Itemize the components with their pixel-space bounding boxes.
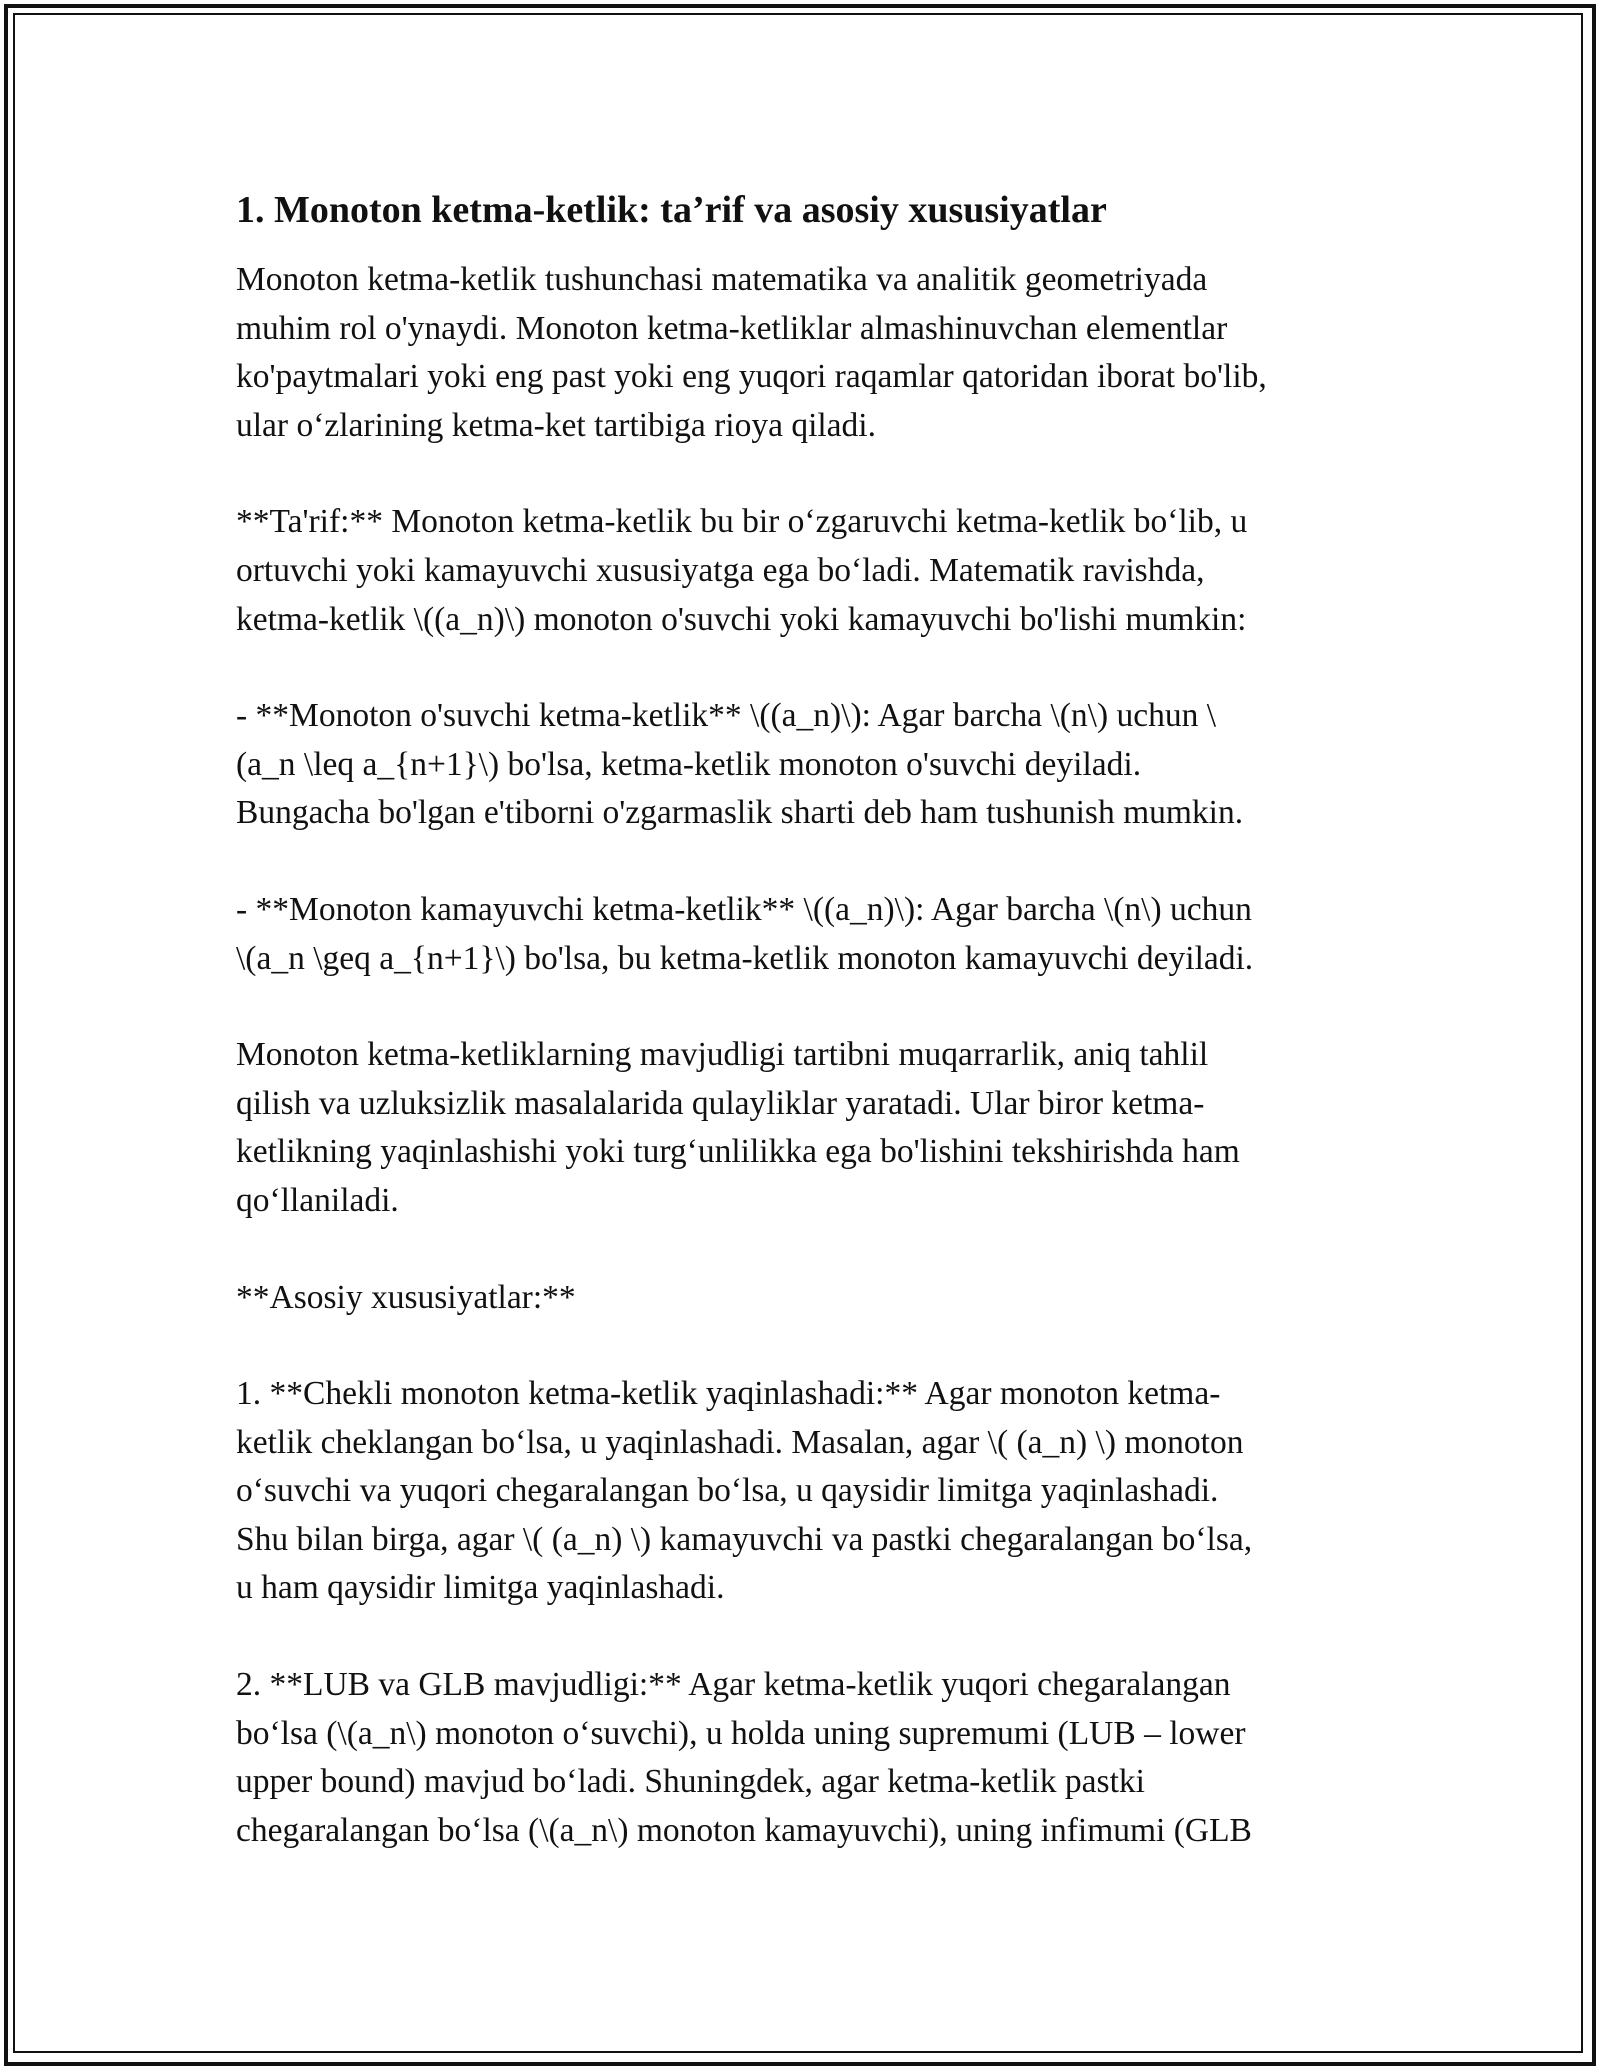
text-line: ko'paytmalari yoki eng past yoki eng yuqori raqamlar qatoridan iborat bo'lib,: [236, 358, 1267, 396]
paragraph-definition: [236, 498, 1366, 644]
text-line: **Asosiy xususiyatlar:**: [236, 1278, 576, 1316]
text-line: \(a_n \geq a_{n+1}\) bo'lsa, bu ketma-ketlik monoton kamayuvchi deyiladi.: [236, 939, 1254, 977]
text-line: ketlik cheklangan bo‘lsa, u yaqinlashadi. Masalan, agar \( (a_n) \) monoton: [236, 1423, 1244, 1461]
text-line: muhim rol o'ynaydi. Monoton ketma-ketliklar almashinuvchan elementlar: [236, 309, 1228, 347]
text-line: - **Monoton kamayuvchi ketma-ketlik** \((a_n)\): Agar barcha \(n\) uchun: [236, 890, 1252, 928]
paragraph-significance: [236, 1031, 1366, 1225]
text-line: ular o‘zlarining ketma-ket tartibiga rioya qiladi.: [236, 406, 876, 444]
text-line: 1. **Chekli monoton ketma-ketlik yaqinlashadi:** Agar monoton ketma-: [236, 1375, 1221, 1413]
text-line: ortuvchi yoki kamayuvchi xususiyatga ega bo‘ladi. Matematik ravishda,: [236, 551, 1205, 589]
text-line: Bungacha bo'lgan e'tiborni o'zgarmaslik sharti deb ham tushunish mumkin.: [236, 794, 1244, 832]
text-line: qilish va uzluksizlik masalalarida qulayliklar yaratadi. Ular biror ketma-: [236, 1084, 1205, 1122]
text-line: chegaralangan bo‘lsa (\(a_n\) monoton kamayuvchi), uning infimumi (GLB: [236, 1811, 1252, 1849]
paragraph-properties-heading: [236, 1274, 1366, 1323]
paragraph-increasing: [236, 692, 1366, 838]
text-line: Monoton ketma-ketliklarning mavjudligi tartibni muqarrarlik, aniq tahlil: [236, 1036, 1209, 1074]
paragraph-decreasing: [236, 886, 1366, 983]
text-line: ketlikning yaqinlashishi yoki turg‘unlilikka ega bo'lishini tekshirishda ham: [236, 1133, 1240, 1171]
text-line: (a_n \leq a_{n+1}\) bo'lsa, ketma-ketlik monoton o'suvchi deyiladi.: [236, 745, 1142, 783]
text-line: Monoton ketma-ketlik tushunchasi matematika va analitik geometriyada: [236, 261, 1208, 298]
text-line: Shu bilan birga, agar \( (a_n) \) kamayuvchi va pastki chegaralangan bo‘lsa,: [236, 1520, 1253, 1558]
paragraph-property-1: [236, 1370, 1366, 1613]
text-line: o‘suvchi va yuqori chegaralangan bo‘lsa, u qaysidir limitga yaqinlashadi.: [236, 1472, 1219, 1510]
text-line: qo‘llaniladi.: [236, 1181, 399, 1219]
text-line: u ham qaysidir limitga yaqinlashadi.: [236, 1569, 725, 1607]
paragraph-intro: [236, 256, 1366, 450]
text-line: 2. **LUB va GLB mavjudligi:** Agar ketma-ketlik yuqori chegaralangan: [236, 1666, 1231, 1704]
text-line: bo‘lsa (\(a_n\) monoton o‘suvchi), u holda uning supremumi (LUB – lower: [236, 1714, 1246, 1752]
text-line: ketma-ketlik \((a_n)\) monoton o'suvchi yoki kamayuvchi bo'lishi mumkin:: [236, 600, 1247, 638]
section-heading: 1. Monoton ketma-ketlik: ta’rif va asosiy xususiyatlar: [236, 189, 1107, 231]
paragraph-property-2: [236, 1661, 1366, 1855]
text-line: **Ta'rif:** Monoton ketma-ketlik bu bir o‘zgaruvchi ketma-ketlik bo‘lib, u: [236, 503, 1248, 541]
document-body: [236, 186, 1366, 1903]
text-line: upper bound) mavjud bo‘ladi. Shuningdek, agar ketma-ketlik pastki: [236, 1763, 1145, 1801]
text-line: - **Monoton o'suvchi ketma-ketlik** \((a_n)\): Agar barcha \(n\) uchun \: [236, 697, 1217, 735]
